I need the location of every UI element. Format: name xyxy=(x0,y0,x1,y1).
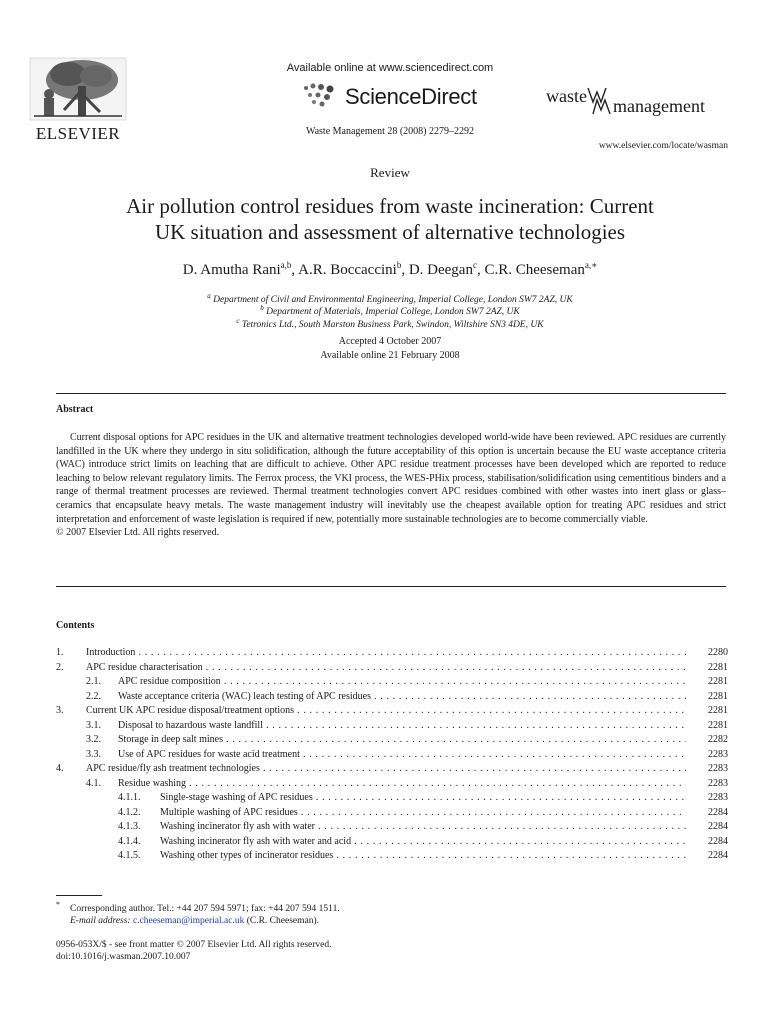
toc-entry-number: 2. xyxy=(56,661,64,673)
toc-entry-page: 2280 xyxy=(708,647,728,658)
toc-entry-page: 2281 xyxy=(708,676,728,687)
toc-entry-number: 3.1. xyxy=(86,719,101,731)
author-list xyxy=(60,260,720,279)
journal-logo-waste: waste xyxy=(546,86,587,106)
article-title xyxy=(60,193,720,245)
available-online-text: Available online at www.sciencedirect.com xyxy=(286,62,494,74)
abstract-copyright: © 2007 Elsevier Ltd. All rights reserved. xyxy=(56,527,220,539)
available-date: Available online 21 February 2008 xyxy=(320,350,460,361)
toc-entry-page: 2281 xyxy=(708,705,728,716)
toc-entry-title: APC residue composition . . . xyxy=(118,675,686,690)
author-name: D. Amutha Rani xyxy=(182,262,281,278)
footnote-divider xyxy=(56,895,102,896)
author-affiliation-mark: c xyxy=(472,260,477,270)
toc-entry-number: 3. xyxy=(56,705,64,716)
article-type: Review xyxy=(370,165,410,180)
toc-entry-title: APC residue characterisation . . . xyxy=(86,661,686,676)
toc-entry-title: Waste acceptance criteria (WAC) leach testing of APC residues . . . xyxy=(118,690,686,705)
journal-logo xyxy=(546,86,705,116)
toc-entry[interactable] xyxy=(56,806,728,821)
abstract-body xyxy=(56,431,726,540)
toc-entry-number: 4.1.4. xyxy=(118,835,141,847)
toc-entry-page: 2281 xyxy=(708,690,728,702)
toc-entry[interactable] xyxy=(56,733,728,748)
doi-line[interactable]: doi:10.1016/j.wasman.2007.10.007 xyxy=(56,952,191,962)
author-affiliation-mark: a,∗ xyxy=(584,260,598,270)
author-affiliation-mark: b xyxy=(396,260,402,270)
accepted-date: Accepted 4 October 2007 xyxy=(338,336,442,347)
toc-entry-number: 4. xyxy=(56,763,64,774)
toc-entry-title: Current UK APC residue disposal/treatment options . . . xyxy=(86,704,686,719)
affiliation-text: Department of Civil and Environmental Engineering, Imperial College, London SW7 2AZ, UK xyxy=(213,295,573,306)
email-link[interactable]: c.cheeseman@imperial.ac.uk xyxy=(132,916,245,927)
author-separator: , xyxy=(401,262,409,278)
abstract-text: Current disposal options for APC residues in the UK and alternative treatment technologies developed world-wide have been reviewed. APC residues are currently landfilled in the UK where they undergo in situ solidification, although the future acceptability of this option is uncertain because the EU waste acceptance criteria (WAC) introduce strict limits on leaching that are difficult to achieve. Other APC residue treatment processes have been developed which are reported to reduce leaching to below relevant regulatory limits. The Ferrox process, the VKI process, the WES-PHix process, stabilisation/solidification using cementitious binders and a range of thermal treatment processes are reviewed. Thermal treatment technologies convert APC residues combined with other wastes into inert glass or glass–ceramics that encapsulate heavy metals. The waste management industry will inevitably use the cheapest available option for treating APC residues and strict interpretation and enforcement of waste legislation is required if new, potentially more sustainable technologies are to become commercially viable. xyxy=(56,432,726,525)
publisher-name: ELSEVIER xyxy=(35,124,121,143)
toc-entry-page: 2283 xyxy=(708,792,728,803)
author-name: D. Deegan xyxy=(408,262,473,278)
toc-entry-page: 2283 xyxy=(708,777,728,789)
toc-entry-title: Washing other types of incinerator residues . . . xyxy=(160,849,686,864)
toc-entry-title: Storage in deep salt mines . . . xyxy=(118,733,686,748)
toc-entry[interactable] xyxy=(56,748,728,763)
toc-entry-page: 2283 xyxy=(708,748,728,760)
corresponding-author: Corresponding author. Tel.: +44 207 594 5971; fax: +44 207 594 1511. xyxy=(70,904,340,915)
title-line-1: Air pollution control residues from waste incineration: Current xyxy=(126,194,654,218)
toc-entry[interactable] xyxy=(56,675,728,690)
email-label: E-mail address: xyxy=(70,916,131,927)
divider xyxy=(56,393,726,394)
toc-entry-title: Residue washing . . . xyxy=(118,777,686,792)
footnote-mark: * xyxy=(56,900,60,909)
toc-entry-number: 1. xyxy=(56,647,64,658)
front-matter-meta xyxy=(56,939,726,963)
author-separator: , xyxy=(291,262,299,278)
toc-entry-number: 3.2. xyxy=(86,734,101,745)
divider xyxy=(56,586,726,587)
sciencedirect-dots-icon xyxy=(300,82,340,108)
toc-entry-number: 4.1.2. xyxy=(118,806,141,818)
toc-entry-title: Use of APC residues for waste acid treatment . . . xyxy=(118,748,686,763)
affiliation-text: Tetronics Ltd., South Marston Business Park, Swindon, Wiltshire SN3 4DE, UK xyxy=(241,320,544,331)
toc-entry[interactable] xyxy=(56,704,728,719)
toc-entry-page: 2284 xyxy=(708,850,728,861)
toc-entry-title: Disposal to hazardous waste landfill . . . xyxy=(118,719,686,734)
toc-entry-page: 2284 xyxy=(708,806,728,818)
journal-reference: Waste Management 28 (2008) 2279–2292 xyxy=(305,126,475,137)
toc-entry-number: 4.1.1. xyxy=(118,792,141,803)
journal-logo-wm-mark-icon xyxy=(587,86,613,116)
affiliation-mark: a xyxy=(207,292,211,300)
title-line-2: UK situation and assessment of alternative technologies xyxy=(154,220,626,244)
affiliation-b xyxy=(60,304,720,317)
affiliation-c xyxy=(60,317,720,330)
toc-entry-page: 2281 xyxy=(708,661,728,673)
toc-entry[interactable] xyxy=(56,820,728,835)
toc-entry-number: 3.3. xyxy=(86,748,101,760)
footnote xyxy=(56,899,726,927)
toc-entry[interactable] xyxy=(56,791,728,806)
author-affiliation-mark: a,b xyxy=(280,260,292,270)
sciencedirect-wordmark: ScienceDirect xyxy=(345,84,477,109)
toc-entry-page: 2284 xyxy=(708,821,728,832)
toc-entry[interactable] xyxy=(56,690,728,705)
author-name: C.R. Cheeseman xyxy=(484,262,585,278)
table-of-contents xyxy=(56,646,728,864)
author-name: A.R. Boccaccini xyxy=(298,262,397,278)
toc-entry[interactable] xyxy=(56,762,728,777)
affiliation-text: Department of Materials, Imperial College, London SW7 2AZ, UK xyxy=(266,307,520,318)
abstract-heading: Abstract xyxy=(56,404,94,415)
journal-url[interactable]: www.elsevier.com/locate/wasman xyxy=(598,141,728,151)
toc-entry-page: 2284 xyxy=(708,835,728,847)
affiliation-mark: b xyxy=(260,304,264,312)
toc-entry-number: 2.1. xyxy=(86,676,101,687)
toc-entry-title: Washing incinerator fly ash with water and acid . . . xyxy=(160,835,686,850)
author-separator: , xyxy=(476,262,485,278)
toc-entry[interactable] xyxy=(56,661,728,676)
email-suffix: (C.R. Cheeseman). xyxy=(246,916,320,927)
toc-entry[interactable] xyxy=(56,646,728,661)
toc-entry-number: 4.1.5. xyxy=(118,850,141,861)
toc-entry-page: 2282 xyxy=(708,734,728,745)
toc-entry-number: 2.2. xyxy=(86,690,101,702)
toc-entry-page: 2281 xyxy=(708,719,728,731)
toc-entry-title: Multiple washing of APC residues . . . xyxy=(160,806,686,821)
toc-entry-number: 4.1. xyxy=(86,777,101,789)
toc-entry-title: Single-stage washing of APC residues . . . xyxy=(160,791,686,806)
toc-entry-page: 2283 xyxy=(708,763,728,774)
toc-entry[interactable] xyxy=(56,835,728,850)
contents-heading: Contents xyxy=(56,620,95,631)
toc-entry-title: Washing incinerator fly ash with water . . . xyxy=(160,820,686,835)
journal-logo-management: management xyxy=(612,96,705,116)
toc-entry-title: APC residue/fly ash treatment technologies . . . xyxy=(86,762,686,777)
toc-entry-title: Introduction . . . xyxy=(86,646,686,661)
toc-entry[interactable] xyxy=(56,719,728,734)
toc-entry[interactable] xyxy=(56,777,728,792)
affiliation-mark: c xyxy=(236,317,240,325)
toc-entry-number: 4.1.3. xyxy=(118,821,141,832)
issn-line: 0956-053X/$ - see front matter © 2007 Elsevier Ltd. All rights reserved. xyxy=(56,940,332,950)
toc-entry[interactable] xyxy=(56,849,728,864)
